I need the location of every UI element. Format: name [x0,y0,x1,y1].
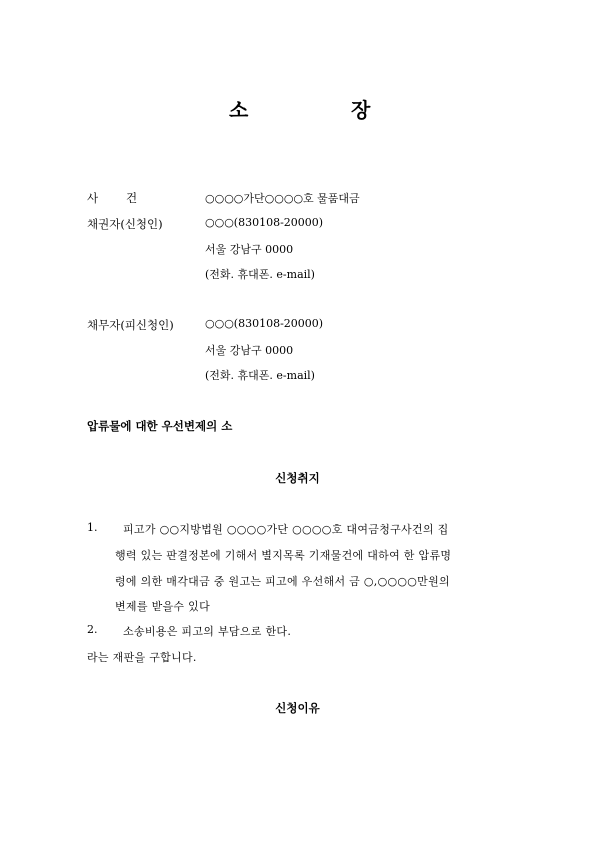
creditor-contact: (전화. 휴대폰. e-mail) [205,268,315,281]
case-value: ○○○○가단○○○○호 물품대금 [205,192,360,205]
item-2-number: 2. [87,623,98,636]
debtor-contact: (전화. 휴대폰. e-mail) [205,369,315,382]
title-char-2: 장 [351,98,371,122]
case-label-b: 건 [126,191,138,205]
debtor-name: ○○○(830108-20000) [205,317,324,330]
title-char-1: 소 [229,98,249,122]
case-label-a: 사 [87,191,99,205]
document-title [0,94,595,128]
item-1-line-1: 피고가 ○○지방법원 ○○○○가단 ○○○○호 대여금청구사건의 집 [123,523,449,536]
reason-heading: 신청이유 [275,701,320,715]
debtor-address: 서울 강남구 0000 [205,344,294,357]
item-1-number: 1. [87,521,98,534]
creditor-address: 서울 강남구 0000 [205,243,294,256]
closing-text: 라는 재판을 구합니다. [87,651,197,664]
item-2-line-1: 소송비용은 피고의 부담으로 한다. [123,625,292,638]
item-1-line-2: 행력 있는 판결정본에 기해서 별지목록 기재물건에 대하여 한 압류명 [115,549,452,562]
suit-title: 압류물에 대한 우선변제의 소 [87,419,233,433]
creditor-name: ○○○(830108-20000) [205,216,324,229]
creditor-label: 채권자(신청인) [87,217,163,231]
item-1-line-3: 령에 의한 매각대금 중 원고는 피고에 우선해서 금 ○,○○○○만원의 [115,575,450,588]
claim-heading: 신청취지 [275,471,320,485]
debtor-label: 채무자(피신청인) [87,318,174,332]
item-1-line-4: 변제를 받을수 있다 [115,600,211,613]
